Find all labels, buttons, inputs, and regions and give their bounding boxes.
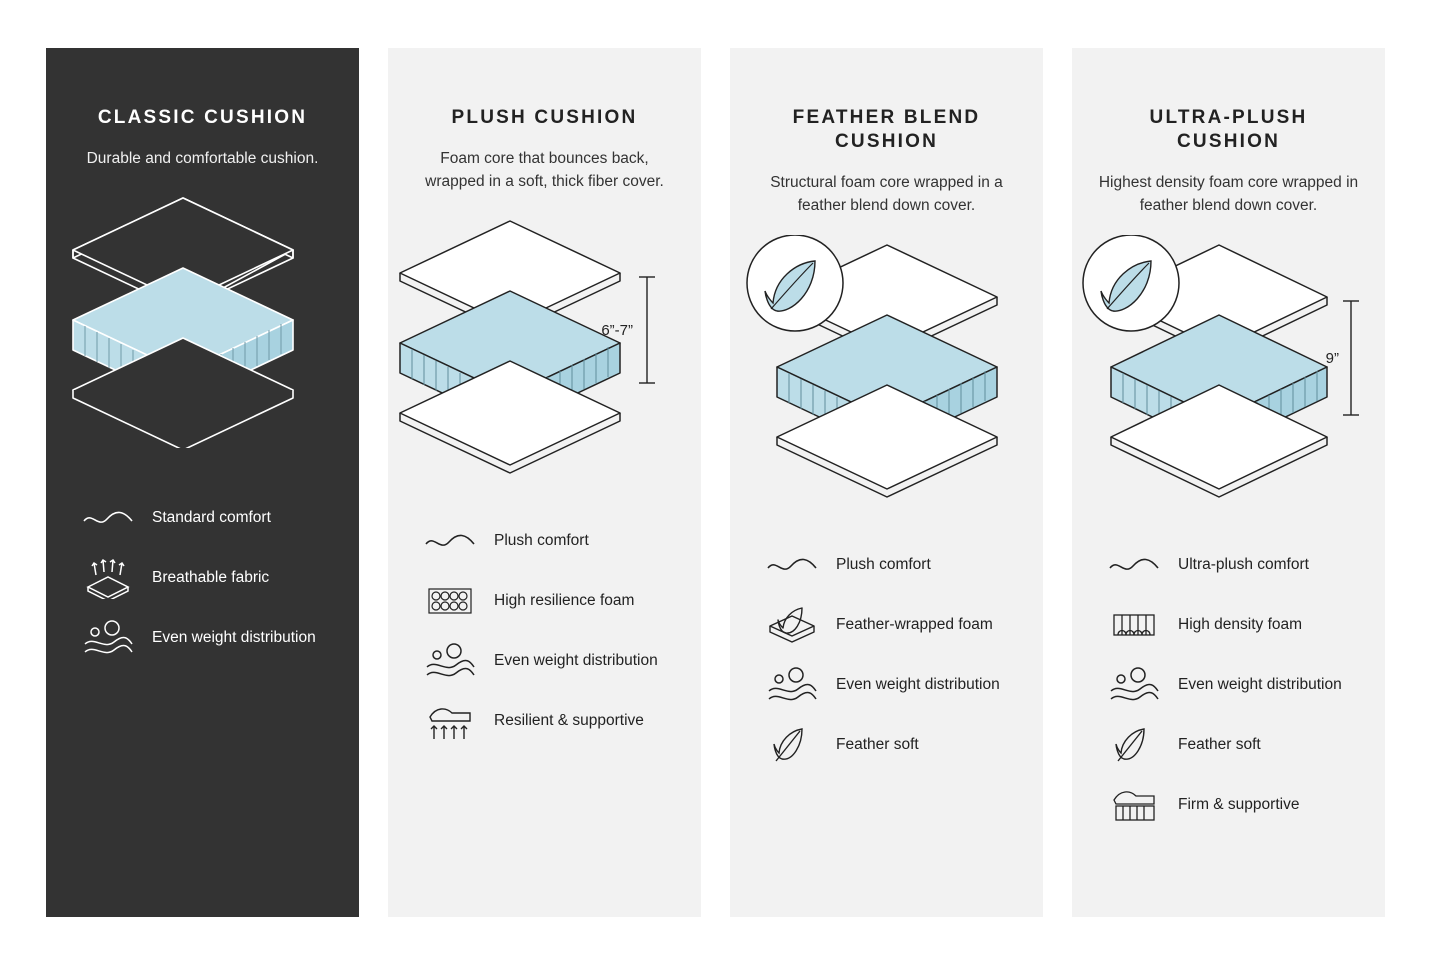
cushion-card-ultra-plush [1072,48,1385,917]
feature-item [1106,783,1363,827]
card-title: CLASSIC CUSHION [97,107,308,128]
feature-label: Ultra-plush comfort [1178,555,1309,573]
cushion-exploded-diagram [1072,235,1385,525]
dimension-bracket [639,277,655,383]
feature-label: High density foam [1178,615,1303,633]
resilient-support-icon [422,699,478,743]
feature-list [1072,543,1385,827]
weight-distribution-icon [422,641,478,681]
card-title: FEATHER BLEND CUSHION [792,107,981,152]
feature-label: Even weight distribution [1178,675,1342,693]
firm-support-icon [1106,784,1162,826]
feature-list [46,496,359,660]
feature-label: Feather-wrapped foam [836,615,993,633]
card-title: PLUSH CUSHION [451,107,638,128]
feature-label: Plush comfort [494,531,589,549]
feature-item [764,603,1021,647]
feather-badge-icon [747,235,843,331]
cushion-exploded-diagram [46,188,359,478]
feather-wrapped-foam-icon [764,604,820,646]
feature-label: Standard comfort [152,508,271,526]
feature-label: Even weight distribution [494,651,658,669]
feather-badge-icon [1083,235,1179,331]
wave-icon [80,505,136,531]
weight-distribution-icon [1106,665,1162,705]
feature-item [1106,543,1363,587]
breathable-fabric-icon [80,557,136,599]
cushion-layers-illustration [1079,235,1379,505]
feature-label: Even weight distribution [836,675,1000,693]
cushion-exploded-diagram [388,211,701,501]
dimension-label: 6”-7” [600,322,633,340]
cushion-card-classic [46,48,359,917]
feature-item [80,616,337,660]
cushion-layers-illustration [395,211,695,481]
dimension-bracket [1343,301,1359,415]
card-title: ULTRA-PLUSH CUSHION [1149,107,1308,152]
cushion-card-plush [388,48,701,917]
wave-icon [422,528,478,554]
feature-label: Breathable fabric [152,568,270,586]
wave-icon [1106,552,1162,578]
cushion-layers-illustration [63,188,343,448]
feature-item [80,496,337,540]
weight-distribution-icon [80,618,136,658]
feature-item [1106,603,1363,647]
feature-label: Feather soft [836,735,919,753]
card-description: Durable and comfortable cushion. [86,149,319,167]
feature-item [422,579,679,623]
feature-list [730,543,1043,767]
feature-item [1106,663,1363,707]
feature-list [388,519,701,743]
dimension-label: 9” [1325,350,1339,367]
card-description: Structural foam core wrapped in a feather blend down cover. [770,173,1003,214]
feature-item [764,663,1021,707]
honeycomb-foam-icon [422,581,478,621]
feature-item [80,556,337,600]
feature-label: Feather soft [1178,735,1261,753]
cushion-card-feather-blend [730,48,1043,917]
feature-item [422,639,679,683]
feather-icon [1106,723,1162,767]
feature-label: Even weight distribution [152,628,316,646]
feature-label: Resilient & supportive [494,711,644,729]
wave-icon [764,552,820,578]
feature-item [422,699,679,743]
cushion-exploded-diagram [730,235,1043,525]
feature-item [422,519,679,563]
weight-distribution-icon [764,665,820,705]
card-description: Foam core that bounces back, wrapped in a soft, thick fiber cover. [425,149,664,190]
feature-item [1106,723,1363,767]
feature-label: High resilience foam [494,591,635,609]
feature-label: Plush comfort [836,555,931,573]
high-density-foam-icon [1106,607,1162,643]
feature-item [764,543,1021,587]
feather-icon [764,723,820,767]
feature-label: Firm & supportive [1178,795,1300,813]
cushion-layers-illustration [737,235,1037,505]
card-description: Highest density foam core wrapped in feather blend down cover. [1098,173,1359,214]
feature-item [764,723,1021,767]
